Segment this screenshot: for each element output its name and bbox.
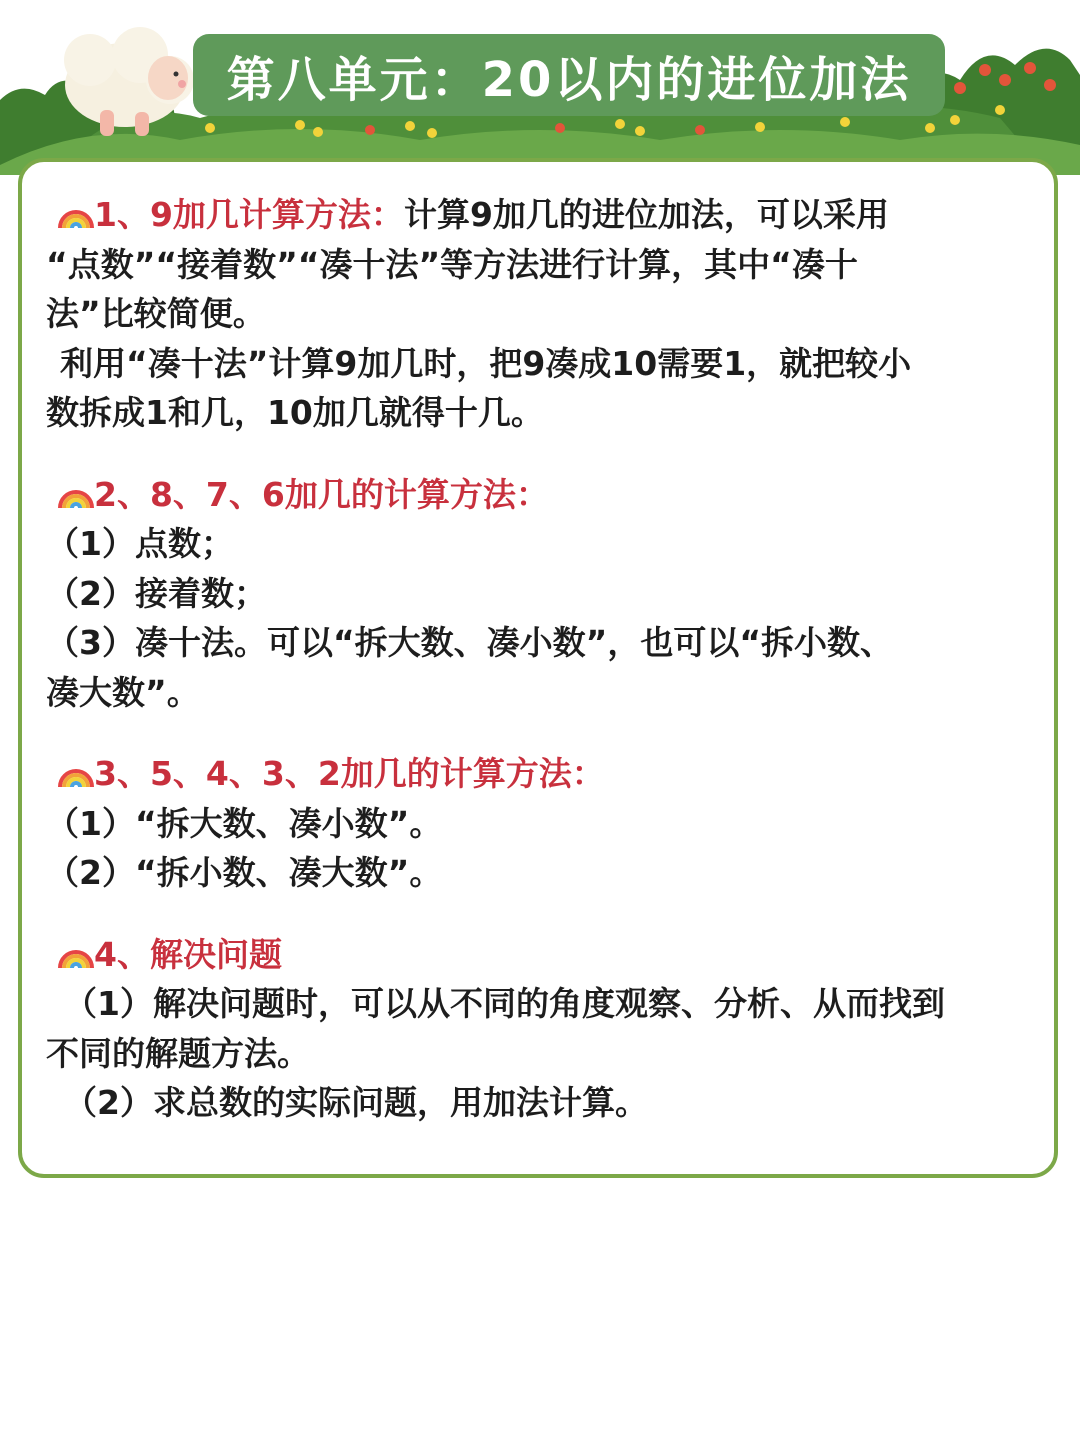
rainbow-emoji-icon [58,196,94,230]
section-heading: 2、8、7、6加几的计算方法： [94,474,549,514]
section-text: （1）解决问题时，可以从不同的角度观察、分析、从而找到 [64,984,945,1023]
section-text: （3）凑十法。可以“拆大数、凑小数”，也可以“拆小数、 [46,623,894,662]
rainbow-emoji-icon [58,936,94,970]
section-3 [46,749,1036,898]
section-1 [46,190,1036,438]
section-2 [46,470,1036,718]
section-text: 凑大数”。 [46,672,200,712]
rainbow-emoji-icon [58,755,94,789]
section-text: 利用“凑十法”计算9加几时，把9凑成10需要1，就把较小 [60,343,912,383]
section-text: （2）接着数； [46,573,267,613]
section-heading: 1、9加几计算方法： [94,195,404,234]
section-text: “点数”“接着数”“凑十法”等方法进行计算，其中“凑十 [46,244,858,284]
section-text: 法”比较简便。 [46,294,266,333]
section-text: 数拆成1和几，10加几就得十几。 [46,393,544,432]
section-text: （2）求总数的实际问题，用加法计算。 [64,1083,648,1122]
section-text: （2）“拆小数、凑大数”。 [46,853,443,892]
rainbow-emoji-icon [58,476,94,510]
section-text: 计算9加几的进位加法，可以采用 [403,195,889,234]
section-text: （1）“拆大数、凑小数”。 [46,803,443,843]
content-body [46,190,1036,1160]
section-heading: 4、解决问题 [94,934,282,974]
section-text: （1）点数； [46,524,234,563]
section-4 [46,930,1036,1128]
section-text: 不同的解题方法。 [46,1033,310,1073]
page-title: 第八单元：20以内的进位加法 [193,34,945,116]
section-heading: 3、5、4、3、2加几的计算方法： [94,754,605,793]
